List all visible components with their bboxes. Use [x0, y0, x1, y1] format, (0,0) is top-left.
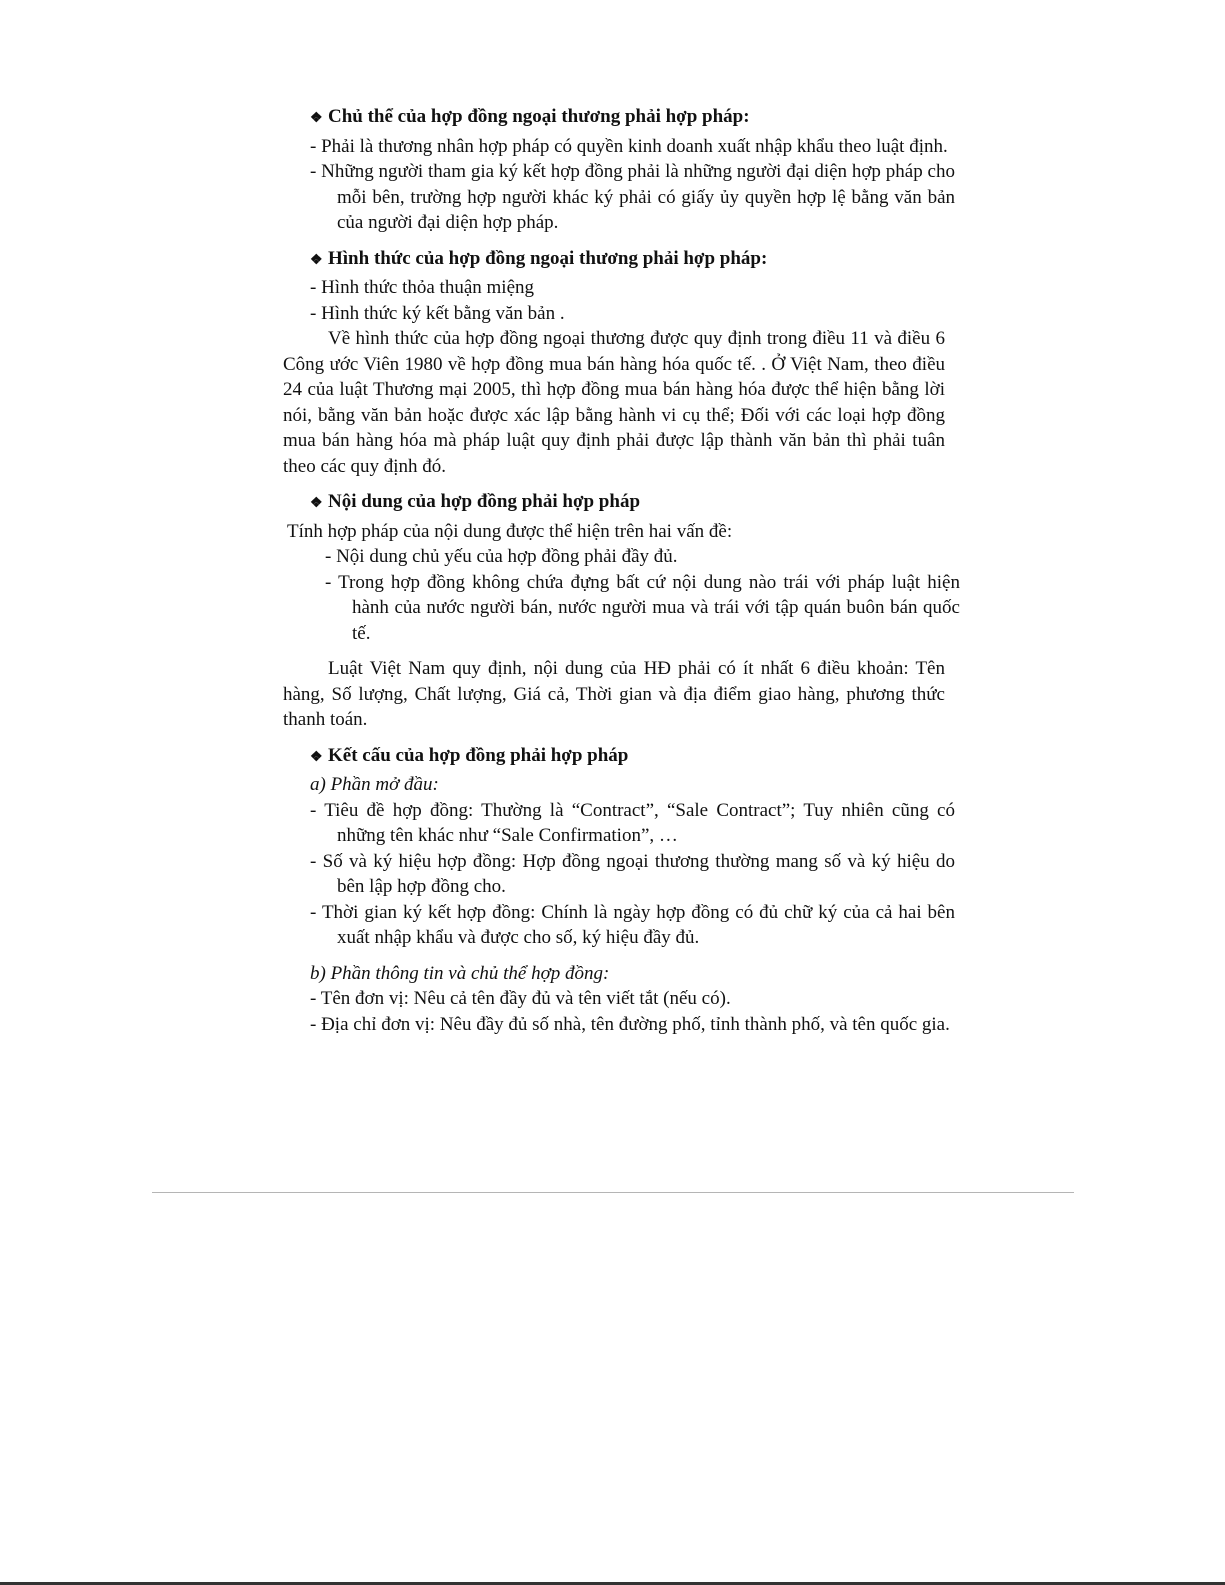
body-paragraph: Luật Việt Nam quy định, nội dung của HĐ phải có ít nhất 6 điều khoản: Tên hàng, Số lượng, Chất lượng, Giá cả, Thời gian và địa điểm giao hàng, phương thức thanh toán. [283, 658, 945, 730]
subheading-parties: b) Phần thông tin và chủ thể hợp đồng: [310, 962, 610, 984]
list-item: - Tên đơn vị: Nêu cả tên đầy đủ và tên viết tắt (nếu có). [310, 988, 731, 1009]
diamond-bullet-icon: ❖ [310, 111, 323, 126]
section-heading-structure: ❖ Kết cấu của hợp đồng phải hợp pháp [310, 743, 945, 771]
page-divider [152, 1192, 1074, 1193]
diamond-bullet-icon: ❖ [310, 496, 323, 511]
document-body [283, 104, 960, 1037]
section-heading-subject: ❖ Chủ thể của hợp đồng ngoại thương phải hợp pháp: [310, 104, 945, 132]
diamond-bullet-icon: ❖ [310, 252, 323, 268]
diamond-bullet-icon: ❖ [310, 749, 323, 765]
list-item: - Trong hợp đồng không chứa đựng bất cứ nội dung nào trái với pháp luật hiện hành của nước người bán, nước người mua và trái với tập quán buôn bán quốc tế. [325, 571, 960, 644]
list-item: - Hình thức thỏa thuận miệng [310, 277, 535, 298]
section-heading-content: ❖ Nội dung của hợp đồng phải hợp pháp [310, 489, 945, 517]
list-item: - Số và ký hiệu hợp đồng: Hợp đồng ngoại thương thường mang số và ký hiệu do bên lập hợp đồng cho. [310, 850, 955, 897]
intro-line: Tính hợp pháp của nội dung được thể hiện trên hai vấn đề: [287, 520, 733, 542]
list-item: - Thời gian ký kết hợp đồng: Chính là ngày hợp đồng có đủ chữ ký của cả hai bên xuất nhập khẩu và được cho số, ký hiệu đầy đủ. [310, 901, 955, 948]
list-item: - Phải là thương nhân hợp pháp có quyền kinh doanh xuất nhập khẩu theo luật định. [310, 135, 948, 157]
list-item: - Nội dung chủ yếu của hợp đồng phải đầy đủ. [325, 546, 678, 567]
list-item: - Hình thức ký kết bằng văn bản . [310, 302, 565, 324]
list-item: - Những người tham gia ký kết hợp đồng phải là những người đại diện hợp pháp cho mỗi bên, trường hợp người khác ký phải có giấy ủy quyền hợp lệ bằng văn bản của người đại diện hợp pháp. [310, 161, 955, 233]
list-item: - Tiêu đề hợp đồng: Thường là “Contract”, “Sale Contract”; Tuy nhiên cũng có những tên khác như “Sale Confirmation”, … [310, 799, 955, 846]
section-heading-form: ❖ Hình thức của hợp đồng ngoại thương phải hợp pháp: [310, 246, 945, 274]
list-item: - Địa chỉ đơn vị: Nêu đầy đủ số nhà, tên đường phố, tỉnh thành phố, và tên quốc gia. [310, 1013, 950, 1035]
subheading-opening: a) Phần mở đầu: [310, 774, 439, 795]
body-paragraph: Về hình thức của hợp đồng ngoại thương được quy định trong điều 11 và điều 6 Công ước Viên 1980 về hợp đồng mua bán hàng hóa quốc tế. . Ở Việt Nam, theo điều 24 của luật Thương mại 2005, thì hợp đồng mua bán hàng hóa được thể hiện bằng lời nói, bằng văn bản hoặc được xác lập bằng hành vi cụ thể; Đối với các loại hợp đồng mua bán hàng hóa mà pháp luật quy định phải được lập thành văn bản thì phải tuân theo các quy định đó. [283, 328, 945, 477]
